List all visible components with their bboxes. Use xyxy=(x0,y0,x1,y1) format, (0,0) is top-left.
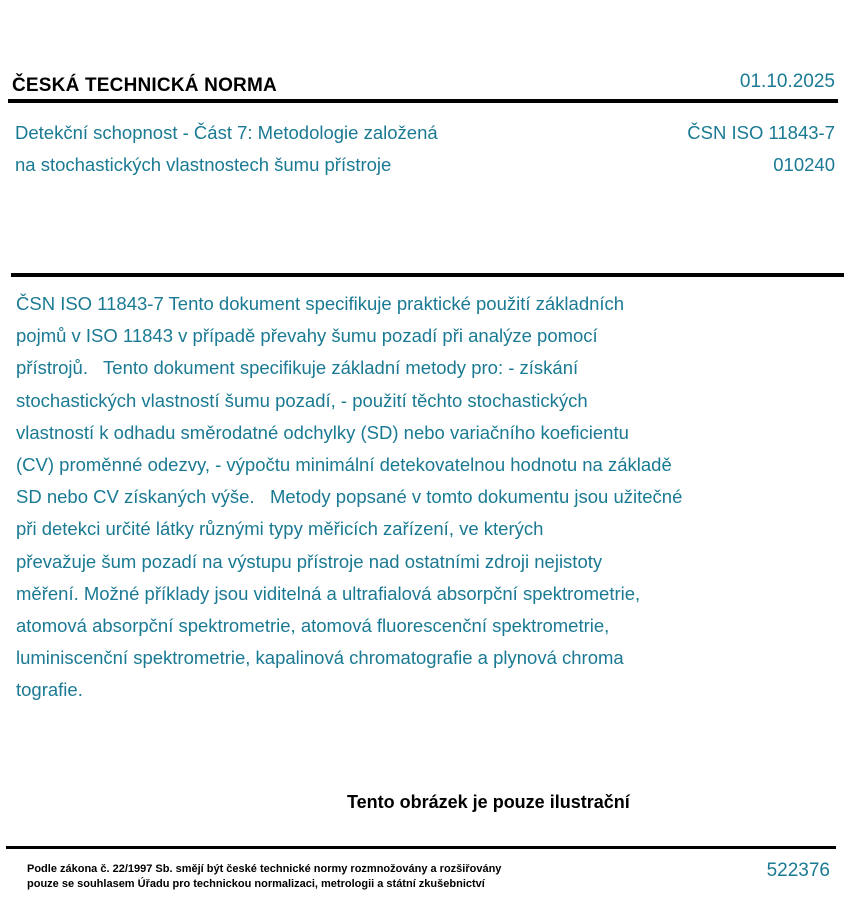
standard-identifiers xyxy=(687,117,835,181)
footer-divider xyxy=(6,846,836,849)
abstract-line: přístrojů. Tento dokument specifikuje základní metody pro: - získání xyxy=(16,357,579,379)
abstract-line: ČSN ISO 11843-7 Tento dokument specifikuje praktické použití základních xyxy=(16,293,625,314)
abstract-line: měření. Možné příklady jsou viditelná a ultrafialová absorpční spektrometrie, xyxy=(16,582,641,604)
legal-notice-line: pouze se souhlasem Úřadu pro technickou normalizaci, metrologii a státní zkušebnictví xyxy=(27,878,485,890)
abstract-line: (CV) proměnné odezvy, - výpočtu minimální detekovatelnou hodnotu na základě xyxy=(16,454,672,476)
classification-code: 010240 xyxy=(773,154,835,175)
abstract-line: převažuje šum pozadí na výstupu přístroje nad ostatními zdroji nejistoty xyxy=(16,550,603,572)
document-type-title: ČESKÁ TECHNICKÁ NORMA xyxy=(12,75,277,96)
document-number: 522376 xyxy=(766,860,830,881)
standard-designation: ČSN ISO 11843-7 xyxy=(687,122,835,143)
abstract-line: SD nebo CV získaných výše. Metody popsané v tomto dokumentu jsou užitečné xyxy=(16,486,683,508)
publication-date: 01.10.2025 xyxy=(739,71,835,92)
illustration-note: Tento obrázek je pouze ilustrační xyxy=(347,792,630,812)
legal-notice-line: Podle zákona č. 22/1997 Sb. smějí být české technické normy rozmnožovány a rozšiřovány xyxy=(27,863,502,875)
abstract-text xyxy=(16,288,816,707)
standard-title-line: Detekční schopnost - Část 7: Metodologie založená xyxy=(15,122,438,143)
abstract-line: atomová absorpční spektrometrie, atomová fluorescenční spektrometrie, xyxy=(16,615,610,637)
abstract-line: stochastických vlastností šumu pozadí, - použití těchto stochastických xyxy=(16,389,588,411)
abstract-line: při detekci určité látky různými typy měřicích zařízení, ve kterých xyxy=(16,518,544,540)
abstract-line: pojmů v ISO 11843 v případě převahy šumu pozadí při analýze pomocí xyxy=(16,325,598,347)
standard-title xyxy=(15,117,438,181)
abstract-line: luminiscenční spektrometrie, kapalinová chromatografie a plynová chroma xyxy=(16,647,624,669)
legal-notice xyxy=(27,862,501,892)
abstract-line: tografie. xyxy=(16,679,83,701)
header-divider xyxy=(8,99,838,103)
section-divider xyxy=(11,273,844,277)
abstract-line: vlastností k odhadu směrodatné odchylky (SD) nebo variačního koeficientu xyxy=(16,421,629,443)
standard-title-line: na stochastických vlastnostech šumu přístroje xyxy=(15,154,392,175)
